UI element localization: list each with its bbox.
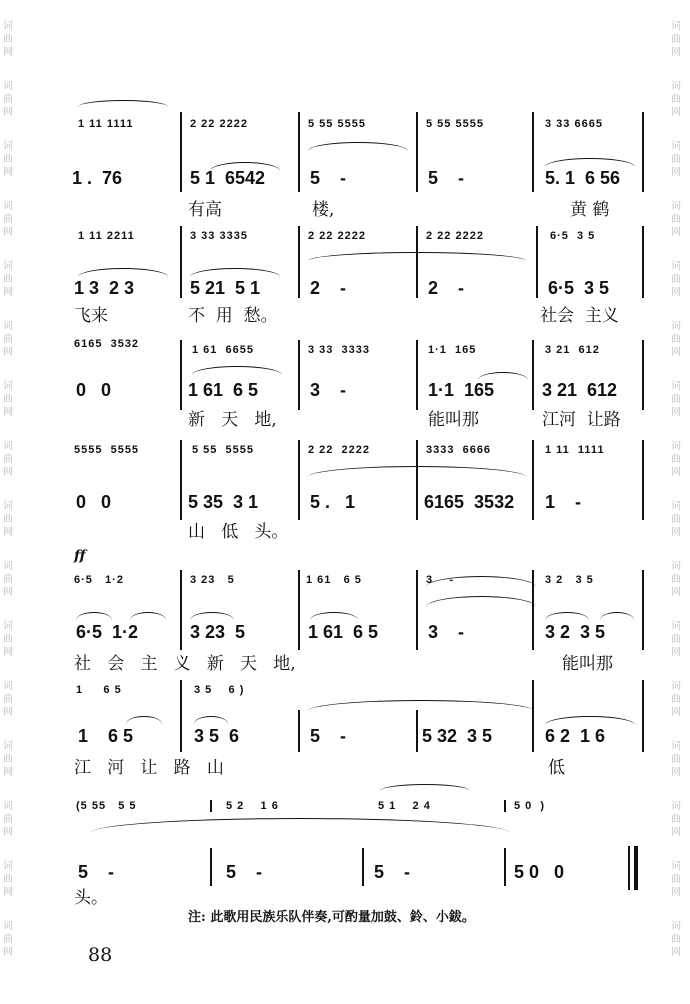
watermark-glyph: 网 <box>3 947 13 958</box>
slur-mark <box>192 366 282 375</box>
watermark-glyph: 曲 <box>671 214 681 225</box>
watermark-glyph: 词 <box>671 381 681 392</box>
accomp-measure: 3 33 6665 <box>545 118 603 130</box>
barline <box>298 112 300 192</box>
watermark-glyph: 网 <box>671 407 681 418</box>
watermark-glyph: 曲 <box>671 34 681 45</box>
watermark-gap <box>670 119 682 140</box>
watermark-glyph: 曲 <box>671 694 681 705</box>
watermark-gap <box>2 179 14 200</box>
slur-mark <box>126 716 162 724</box>
melody-measure: 3 23 5 <box>190 622 246 642</box>
melody-measure: 5 - <box>428 168 465 188</box>
watermark-gap <box>670 779 682 800</box>
watermark-glyph: 网 <box>671 167 681 178</box>
accomp-measure: 3 23 5 <box>190 574 235 586</box>
watermark-glyph: 网 <box>3 107 13 118</box>
watermark-glyph: 曲 <box>3 454 13 465</box>
watermark-glyph: 曲 <box>3 34 13 45</box>
accomp-measure: 6165 3532 <box>74 338 140 350</box>
lyric-text: 头。 <box>74 888 108 908</box>
watermark-glyph: 词 <box>671 621 681 632</box>
melody-measure: 1 6 5 <box>78 726 134 746</box>
lyric-text: 不 用 愁。 <box>188 306 278 326</box>
watermark-gap <box>2 119 14 140</box>
watermark-glyph: 网 <box>671 767 681 778</box>
watermark-glyph: 曲 <box>671 274 681 285</box>
barline <box>210 800 212 812</box>
watermark-glyph: 词 <box>671 501 681 512</box>
accomp-measure: (5 55 5 5 <box>76 800 137 812</box>
watermark-glyph: 曲 <box>3 874 13 885</box>
barline <box>532 440 534 520</box>
accomp-measure: 1 6 5 <box>76 684 122 696</box>
accomp-measure: 6·5 3 5 <box>550 230 596 242</box>
melody-measure: 5 35 3 1 <box>188 492 259 512</box>
watermark-glyph: 网 <box>671 47 681 58</box>
tie-mark <box>90 818 510 833</box>
accomp-measure: 5 1 2 4 <box>378 800 431 812</box>
watermark-glyph: 网 <box>671 227 681 238</box>
lyric-text: 有高 <box>188 200 222 220</box>
watermark-gap <box>2 899 14 920</box>
watermark-gap <box>670 659 682 680</box>
watermark-glyph: 词 <box>671 201 681 212</box>
watermark-glyph: 曲 <box>671 94 681 105</box>
melody-measure: 6 2 1 6 <box>545 726 606 746</box>
watermark-glyph: 词 <box>671 141 681 152</box>
melody-measure: 6·5 3 5 <box>548 278 610 298</box>
watermark-glyph: 曲 <box>3 814 13 825</box>
watermark-gap <box>670 599 682 620</box>
accomp-measure: 1·1 165 <box>428 344 477 356</box>
watermark-glyph: 曲 <box>671 514 681 525</box>
watermark-glyph: 曲 <box>671 574 681 585</box>
watermark-glyph: 网 <box>671 527 681 538</box>
slur-mark <box>130 612 166 620</box>
watermark-glyph: 词 <box>3 381 13 392</box>
accomp-measure: 3333 6666 <box>426 444 492 456</box>
melody-measure: 5 1 6542 <box>190 168 266 188</box>
right-watermark <box>670 20 682 980</box>
melody-measure: 3 21 612 <box>542 380 618 400</box>
barline <box>180 112 182 192</box>
crescendo-mark <box>380 784 470 791</box>
barline <box>298 570 300 650</box>
melody-measure: 5 - <box>226 862 263 882</box>
melody-measure: 0 0 <box>76 492 112 512</box>
watermark-gap <box>670 959 682 980</box>
barline <box>536 226 538 298</box>
lyric-text: 黄 鹤 <box>570 200 610 220</box>
watermark-glyph: 词 <box>3 741 13 752</box>
accomp-measure: 5 55 5555 <box>308 118 366 130</box>
watermark-gap <box>2 59 14 80</box>
slur-mark <box>190 612 234 620</box>
barline <box>180 226 182 298</box>
melody-measure: 5 21 5 1 <box>190 278 261 298</box>
watermark-glyph: 网 <box>3 167 13 178</box>
watermark-glyph: 网 <box>671 947 681 958</box>
barline <box>416 570 418 650</box>
barline <box>642 340 644 410</box>
lyric-text: 楼, <box>312 200 335 220</box>
watermark-glyph: 词 <box>671 561 681 572</box>
watermark-glyph: 曲 <box>671 814 681 825</box>
watermark-glyph: 词 <box>3 141 13 152</box>
watermark-glyph: 曲 <box>3 754 13 765</box>
watermark-gap <box>2 599 14 620</box>
melody-measure: 2 - <box>428 278 465 298</box>
watermark-glyph: 词 <box>671 681 681 692</box>
lyric-text: 社会 主义 <box>540 306 619 326</box>
watermark-glyph: 网 <box>671 587 681 598</box>
accomp-measure: 5 0 ) <box>514 800 546 812</box>
slur-mark <box>600 612 634 620</box>
watermark-gap <box>2 239 14 260</box>
watermark-gap <box>2 659 14 680</box>
watermark-glyph: 词 <box>671 81 681 92</box>
slur-mark <box>426 596 536 607</box>
watermark-glyph: 网 <box>3 767 13 778</box>
barline <box>532 112 534 192</box>
barline <box>416 710 418 752</box>
watermark-gap <box>2 299 14 320</box>
barline <box>642 570 644 650</box>
watermark-glyph: 词 <box>3 861 13 872</box>
melody-measure: 5 0 0 <box>514 862 565 882</box>
melody-measure: 1 61 6 5 <box>308 622 379 642</box>
watermark-glyph: 网 <box>671 107 681 118</box>
watermark-glyph: 词 <box>3 21 13 32</box>
melody-measure: 5 32 3 5 <box>422 726 493 746</box>
watermark-glyph: 曲 <box>671 754 681 765</box>
watermark-glyph: 曲 <box>671 634 681 645</box>
watermark-glyph: 词 <box>3 201 13 212</box>
barline <box>180 680 182 752</box>
watermark-glyph: 词 <box>3 81 13 92</box>
watermark-glyph: 词 <box>3 501 13 512</box>
watermark-glyph: 词 <box>3 321 13 332</box>
melody-measure: 3 - <box>428 622 465 642</box>
barline <box>210 848 212 886</box>
lyric-text: 能叫那 <box>428 410 479 430</box>
watermark-glyph: 词 <box>3 561 13 572</box>
barline <box>504 800 506 812</box>
slur-mark <box>76 612 112 620</box>
watermark-gap <box>670 239 682 260</box>
page-number: 88 <box>88 944 113 966</box>
melody-measure: 3 2 3 5 <box>545 622 606 642</box>
accomp-measure: 3 5 6 ) <box>194 684 245 696</box>
watermark-glyph: 网 <box>3 47 13 58</box>
watermark-glyph: 词 <box>671 261 681 272</box>
melody-measure: 1 - <box>545 492 582 512</box>
melody-measure: 1·1 165 <box>428 380 495 400</box>
melody-measure: 1 61 6 5 <box>188 380 259 400</box>
slur-mark <box>190 268 280 277</box>
watermark-glyph: 曲 <box>3 154 13 165</box>
watermark-glyph: 曲 <box>3 214 13 225</box>
watermark-glyph: 词 <box>671 861 681 872</box>
watermark-glyph: 网 <box>3 827 13 838</box>
watermark-gap <box>2 479 14 500</box>
barline <box>504 848 506 886</box>
watermark-gap <box>670 839 682 860</box>
watermark-gap <box>2 839 14 860</box>
watermark-glyph: 曲 <box>3 94 13 105</box>
accomp-measure: 1 11 1111 <box>78 118 134 130</box>
barline <box>642 226 644 298</box>
watermark-glyph: 词 <box>671 741 681 752</box>
accomp-measure: 3 33 3335 <box>190 230 248 242</box>
barline <box>298 440 300 520</box>
watermark-gap <box>2 719 14 740</box>
melody-measure: 5 . 1 <box>310 492 356 512</box>
watermark-glyph: 网 <box>671 707 681 718</box>
final-barline <box>628 846 630 890</box>
melody-measure: 5 - <box>78 862 115 882</box>
watermark-glyph: 曲 <box>671 154 681 165</box>
barline <box>532 680 534 752</box>
watermark-glyph: 词 <box>671 441 681 452</box>
melody-measure: 0 0 <box>76 380 112 400</box>
barline <box>298 340 300 410</box>
accomp-measure: 1 61 6655 <box>192 344 254 356</box>
accomp-measure: 5 55 5555 <box>426 118 484 130</box>
melody-measure: 3 - <box>310 380 347 400</box>
barline <box>298 226 300 298</box>
lyric-text: 社 会 主 义 新 天 地, <box>74 654 296 674</box>
watermark-glyph: 曲 <box>3 634 13 645</box>
accomp-measure: 3 21 612 <box>545 344 600 356</box>
barline <box>532 570 534 650</box>
accomp-measure: 5 2 1 6 <box>226 800 279 812</box>
lyric-text: 能叫那 <box>562 654 613 674</box>
slur-mark <box>545 158 635 167</box>
watermark-glyph: 网 <box>3 587 13 598</box>
accomp-measure: 6·5 1·2 <box>74 574 124 586</box>
slur-mark <box>545 612 589 620</box>
watermark-glyph: 网 <box>671 827 681 838</box>
watermark-glyph: 词 <box>3 441 13 452</box>
slur-mark <box>78 268 168 277</box>
accomp-measure: 5555 5555 <box>74 444 140 456</box>
melody-measure: 5 - <box>310 168 347 188</box>
barline <box>416 440 418 520</box>
watermark-glyph: 词 <box>671 21 681 32</box>
accomp-measure: 2 22 2222 <box>190 118 248 130</box>
watermark-glyph: 网 <box>3 707 13 718</box>
lyric-text: 江 河 让 路 山 <box>74 758 224 778</box>
melody-measure: 6·5 1·2 <box>76 622 139 642</box>
watermark-glyph: 网 <box>3 467 13 478</box>
slur-mark <box>310 612 358 620</box>
slur-mark <box>478 372 528 380</box>
lyric-text: 江河 让路 <box>542 410 621 430</box>
watermark-glyph: 曲 <box>671 454 681 465</box>
watermark-gap <box>670 419 682 440</box>
watermark-gap <box>670 179 682 200</box>
accomp-measure: 1 11 2211 <box>78 230 135 242</box>
barline <box>642 440 644 520</box>
slur-mark <box>308 700 534 711</box>
dynamic-marking: ff <box>74 548 86 564</box>
watermark-gap <box>670 899 682 920</box>
melody-measure: 1 . 76 <box>72 168 123 188</box>
accomp-measure: 2 22 2222 <box>308 444 370 456</box>
watermark-glyph: 网 <box>671 647 681 658</box>
melody-measure: 1 3 2 3 <box>74 278 135 298</box>
watermark-glyph: 网 <box>3 347 13 358</box>
watermark-glyph: 词 <box>3 801 13 812</box>
watermark-gap <box>2 359 14 380</box>
watermark-glyph: 词 <box>3 921 13 932</box>
barline <box>416 340 418 410</box>
accomp-measure: 2 22 2222 <box>308 230 366 242</box>
watermark-glyph: 网 <box>3 527 13 538</box>
slur-mark <box>308 142 408 151</box>
lyric-text: 低 <box>548 758 565 778</box>
accomp-measure: 2 22 2222 <box>426 230 484 242</box>
accomp-measure: 3 - <box>426 574 455 586</box>
watermark-glyph: 网 <box>671 347 681 358</box>
barline <box>298 710 300 752</box>
watermark-glyph: 词 <box>671 921 681 932</box>
watermark-glyph: 词 <box>3 261 13 272</box>
watermark-gap <box>2 419 14 440</box>
watermark-gap <box>2 539 14 560</box>
lyric-text: 飞来 <box>74 306 108 326</box>
accomp-measure: 1 11 1111 <box>545 444 605 456</box>
melody-measure: 5 - <box>310 726 347 746</box>
melody-measure: 5. 1 6 56 <box>545 168 621 188</box>
watermark-gap <box>670 479 682 500</box>
watermark-glyph: 网 <box>3 887 13 898</box>
lyric-text: 山 低 头。 <box>188 522 289 542</box>
tie-mark <box>78 100 168 107</box>
watermark-glyph: 网 <box>3 407 13 418</box>
barline <box>180 340 182 410</box>
accomp-measure: 1 61 6 5 <box>306 574 362 586</box>
watermark-glyph: 词 <box>3 621 13 632</box>
barline <box>416 112 418 192</box>
melody-measure: 5 - <box>374 862 411 882</box>
watermark-glyph: 词 <box>3 681 13 692</box>
watermark-glyph: 曲 <box>3 514 13 525</box>
barline <box>642 680 644 752</box>
lyric-text: 新 天 地, <box>188 410 277 430</box>
accomp-measure: 3 2 3 5 <box>545 574 594 586</box>
barline <box>180 570 182 650</box>
watermark-gap <box>670 719 682 740</box>
watermark-glyph: 曲 <box>3 274 13 285</box>
watermark-glyph: 曲 <box>671 874 681 885</box>
watermark-glyph: 网 <box>3 287 13 298</box>
melody-measure: 3 5 6 <box>194 726 240 746</box>
final-barline <box>634 846 638 890</box>
watermark-glyph: 词 <box>671 801 681 812</box>
watermark-glyph: 曲 <box>671 934 681 945</box>
left-watermark <box>2 20 14 980</box>
accomp-measure: 3 33 3333 <box>308 344 370 356</box>
watermark-glyph: 曲 <box>3 694 13 705</box>
watermark-gap <box>670 299 682 320</box>
melody-measure: 2 - <box>310 278 347 298</box>
watermark-glyph: 网 <box>671 287 681 298</box>
watermark-glyph: 网 <box>3 647 13 658</box>
barline <box>642 112 644 192</box>
watermark-gap <box>2 779 14 800</box>
watermark-gap <box>670 59 682 80</box>
watermark-glyph: 曲 <box>3 334 13 345</box>
watermark-glyph: 曲 <box>3 394 13 405</box>
watermark-glyph: 网 <box>671 467 681 478</box>
watermark-gap <box>670 539 682 560</box>
watermark-glyph: 曲 <box>3 574 13 585</box>
watermark-glyph: 曲 <box>671 394 681 405</box>
barline <box>362 848 364 886</box>
accomp-measure: 5 55 5555 <box>192 444 254 456</box>
watermark-glyph: 曲 <box>3 934 13 945</box>
barline <box>416 226 418 298</box>
slur-mark <box>545 716 635 725</box>
watermark-glyph: 网 <box>3 227 13 238</box>
slur-mark <box>194 716 228 724</box>
barline <box>532 340 534 410</box>
watermark-gap <box>670 359 682 380</box>
barline <box>180 440 182 520</box>
watermark-glyph: 词 <box>671 321 681 332</box>
watermark-glyph: 曲 <box>671 334 681 345</box>
footnote: 注: 此歌用民族乐队伴奏,可酌量加鼓、鈴、小鈸。 <box>188 910 475 925</box>
watermark-gap <box>2 959 14 980</box>
melody-measure: 6165 3532 <box>424 492 515 512</box>
watermark-glyph: 网 <box>671 887 681 898</box>
